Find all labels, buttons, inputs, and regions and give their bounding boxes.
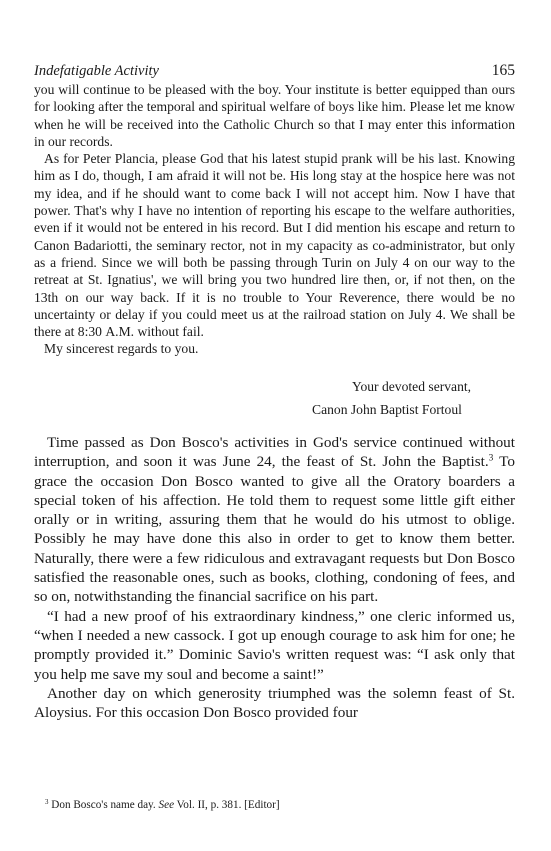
letter-paragraph: you will continue to be pleased with the boy. Your institute is better equipped than ours for looking after the temporal and spiritual welfare of boys like him. Please let me know when he will be received into the Catholic Church so that I may enter this information in our records. xyxy=(34,82,515,149)
narrative-body xyxy=(34,433,515,722)
letter-paragraph xyxy=(34,150,515,340)
footnote-text: Don Bosco's name day. xyxy=(48,799,159,811)
letter-salutation: Your devoted servant, xyxy=(352,379,472,394)
running-head xyxy=(34,62,515,80)
narrative-paragraph xyxy=(34,433,515,607)
letter-body xyxy=(34,81,515,358)
running-title: Indefatigable Activity xyxy=(34,63,159,79)
footnote-see: See xyxy=(158,799,175,811)
narrative-paragraph: “I had a new proof of his extraordinary kindness,” one cleric informed us, “when I needed a new cassock. I got up enough courage to ask him for one; he promptly provided it.” Dominic Savio's written request was: “I ask only that you help me save my soul and become a saint!” xyxy=(34,607,515,683)
letter-paragraph: My sincerest regards to you. xyxy=(44,341,199,357)
letter-signature: Canon John Baptist Fortoul xyxy=(312,402,462,417)
footnote-text: Vol. II, p. 381. [Editor] xyxy=(174,799,280,811)
narrative-text: To grace the occasion Don Bosco wanted to give all the Oratory boarders a special token of his affection. He told them to request some little gift either orally or in writing, assuring them that he would do his utmost to oblige. Possibly he may have done this also in order to get to know them better. Naturally, there were a few ridiculous and extravagant requests but Don Bosco satisfied the reasonable ones, such as books, clothing, condoning of fees, and so on, notwithstanding the financial sacrifice on his part. xyxy=(34,453,515,606)
letter-text: As for Peter Plancia, please God that his latest stupid prank will be his last. Knowing him as I do, though, I am afraid it will not be. His long stay at the hospice here was not my idea, and if he should want to come back I will not accept him. Now I have that power. That's why I have no intention of reporting his escape to the welfare authorities, even if it would not be entered in his record. But I did mention his escape and return to Canon Badariotti, the seminary rector, not in my capacity as co-administrator, but only as a friend. Since we will both be passing through Turin on July 4 on our way to the retreat at St. Ignatius', we will bring you two hundred lire then, or, if not then, on the 13th on our way back. If it is no trouble to Your Reverence, there would be no uncertainty or delay if you could meet us at the railroad station on July 4. We shall be there at 8:30 xyxy=(34,151,515,340)
footnote-marker: 3 xyxy=(45,797,49,806)
narrative-text: Time passed as Don Bosco's activities in God's service continued without interruption, and soon it was June 24, the feast of St. John the Baptist. xyxy=(34,434,515,471)
footnote xyxy=(45,798,280,812)
page-number: 165 xyxy=(491,62,515,79)
footnote-reference: 3 xyxy=(488,453,494,464)
letter-text: without fail. xyxy=(134,324,204,340)
time-marker: A.M. xyxy=(105,324,135,340)
narrative-paragraph: Another day on which generosity triumphed was the solemn feast of St. Aloysius. For this occasion Don Bosco provided four xyxy=(34,684,515,722)
